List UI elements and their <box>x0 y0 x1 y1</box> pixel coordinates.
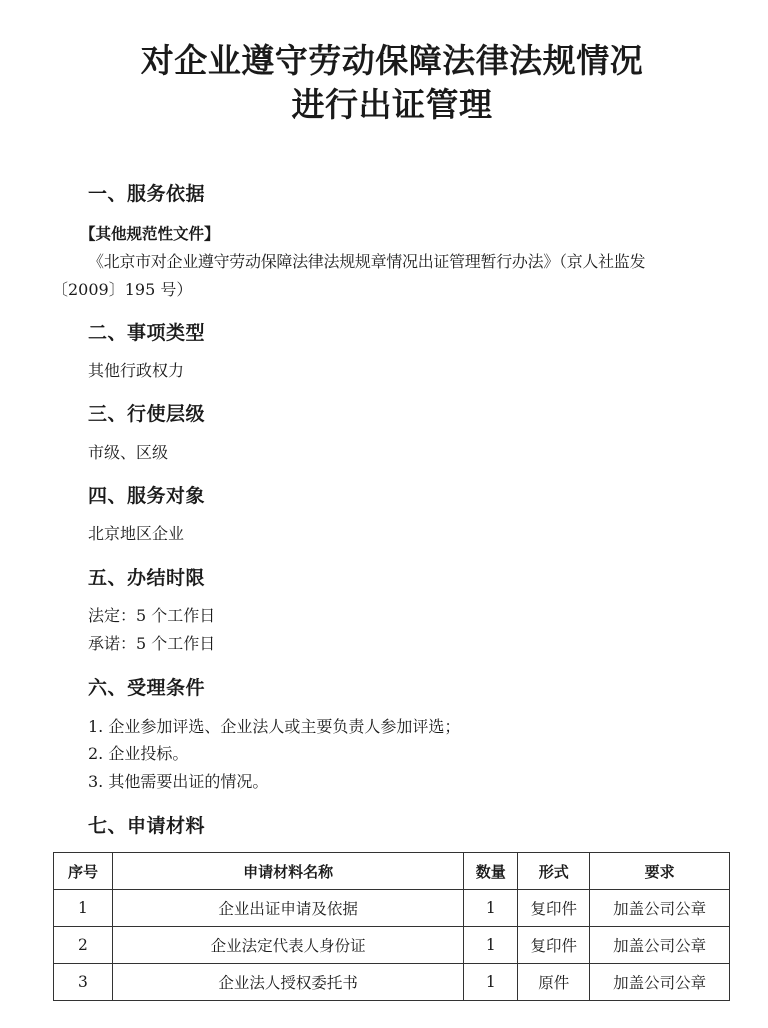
page-title-line1: 对企业遵守劳动保障法律法规情况 <box>140 41 644 80</box>
cell-name: 企业出证申请及依据 <box>112 890 463 927</box>
materials-table <box>53 852 730 1001</box>
cell-index: 2 <box>54 927 113 964</box>
basis-sub-heading: 【其他规范性文件】 <box>80 225 220 243</box>
table-row <box>54 927 730 964</box>
column-header-quantity: 数量 <box>464 853 518 890</box>
cell-requirement: 加盖公司公章 <box>590 964 730 1001</box>
cell-name: 企业法人授权委托书 <box>112 964 463 1001</box>
column-header-requirement: 要求 <box>590 853 730 890</box>
condition-item: 1. 企业参加评选、企业法人或主要负责人参加评选； <box>88 717 461 736</box>
cell-quantity: 1 <box>464 927 518 964</box>
cell-requirement: 加盖公司公章 <box>590 890 730 927</box>
table-header-row <box>54 853 730 890</box>
section-time-limit-heading: 五、办结时限 <box>88 567 206 589</box>
level-text: 市级、区级 <box>88 443 169 462</box>
section-target-heading: 四、服务对象 <box>88 485 206 507</box>
page-title-line2: 进行出证管理 <box>291 85 493 124</box>
cell-index: 1 <box>54 890 113 927</box>
type-text: 其他行政权力 <box>88 361 185 380</box>
section-conditions-heading: 六、受理条件 <box>88 677 206 699</box>
section-type-heading: 二、事项类型 <box>88 322 206 344</box>
section-basis-heading: 一、服务依据 <box>88 183 206 205</box>
basis-text-line2: 〔2009〕195 号） <box>52 280 193 299</box>
time-limit-promised: 承诺：5 个工作日 <box>88 634 216 653</box>
condition-item: 2. 企业投标。 <box>88 744 189 763</box>
cell-name: 企业法定代表人身份证 <box>112 927 463 964</box>
cell-quantity: 1 <box>464 964 518 1001</box>
cell-form: 原件 <box>518 964 590 1001</box>
column-header-form: 形式 <box>518 853 590 890</box>
condition-item: 3. 其他需要出证的情况。 <box>88 772 269 791</box>
cell-quantity: 1 <box>464 890 518 927</box>
table-row <box>54 890 730 927</box>
cell-index: 3 <box>54 964 113 1001</box>
cell-form: 复印件 <box>518 927 590 964</box>
section-level-heading: 三、行使层级 <box>88 403 206 425</box>
cell-form: 复印件 <box>518 890 590 927</box>
table-row <box>54 964 730 1001</box>
section-materials-heading: 七、申请材料 <box>88 815 206 837</box>
basis-text-line1: 《北京市对企业遵守劳动保障法律法规规章情况出证管理暂行办法》（京人社监发 <box>88 252 646 271</box>
column-header-name: 申请材料名称 <box>112 853 463 890</box>
cell-requirement: 加盖公司公章 <box>590 927 730 964</box>
time-limit-statutory: 法定：5 个工作日 <box>88 606 216 625</box>
target-text: 北京地区企业 <box>88 524 185 543</box>
column-header-index: 序号 <box>54 853 113 890</box>
